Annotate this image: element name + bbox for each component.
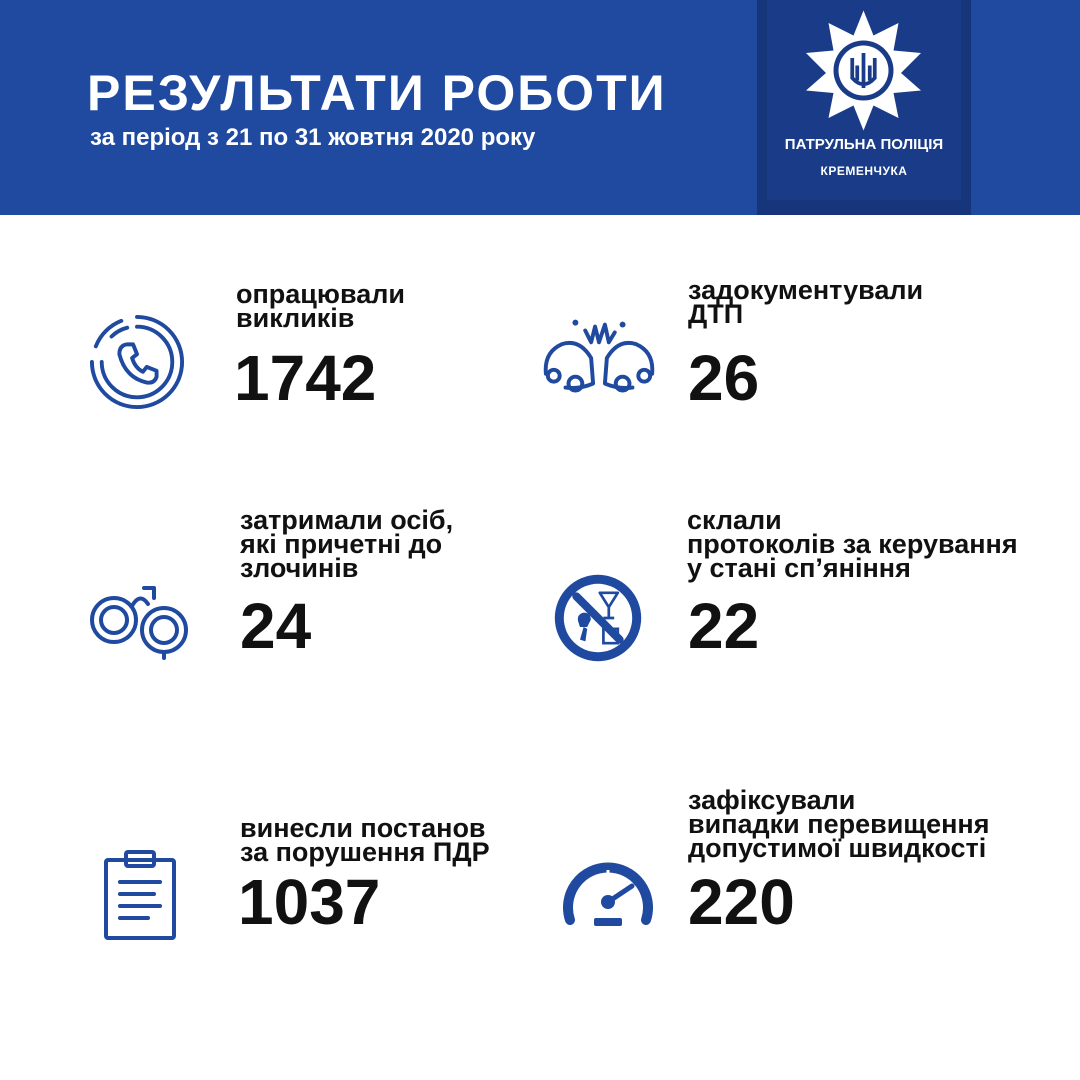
speedometer-icon	[560, 850, 656, 930]
stat-drunk-label-line: протоколів за керування	[687, 529, 1018, 559]
stat-calls-label	[236, 279, 405, 333]
stat-speeding-label-line: випадки перевищення	[688, 809, 990, 839]
stat-violations-value: 1037	[238, 866, 381, 938]
page-title: РЕЗУЛЬТАТИ РОБОТИ	[87, 65, 667, 121]
stat-speeding-label-line: зафіксували	[688, 785, 856, 815]
badge-city: КРЕМЕНЧУКА	[820, 164, 908, 178]
car-crash-icon	[540, 312, 658, 408]
stat-speeding-label-line: допустимої швидкості	[688, 833, 987, 863]
stat-crashes-value: 26	[688, 342, 760, 414]
stat-crashes-label-line: ДТП	[688, 299, 744, 329]
stat-drunk-label-line: у стані сп’яніння	[687, 553, 911, 583]
stat-detained-value: 24	[240, 590, 312, 662]
police-star-emblem-icon	[801, 8, 926, 133]
stat-calls-label-line: викликів	[236, 303, 355, 333]
handcuffs-icon	[88, 580, 192, 660]
stat-drunk-value: 22	[688, 590, 760, 662]
stat-calls-value: 1742	[234, 342, 377, 414]
badge-title: ПАТРУЛЬНА ПОЛІЦІЯ	[784, 136, 944, 153]
stat-detained-label	[240, 505, 454, 583]
stat-violations-label-line: за порушення ПДР	[240, 837, 490, 867]
stat-detained-label-line: затримали осіб,	[240, 505, 454, 535]
phone-call-icon	[88, 313, 186, 411]
stat-drunk-label-line: склали	[687, 505, 782, 535]
no-drunk-driving-icon	[553, 573, 643, 663]
stat-violations-label	[240, 813, 490, 867]
page-subtitle: за період з 21 по 31 жовтня 2020 року	[90, 124, 536, 151]
header-banner	[0, 0, 1080, 215]
stat-detained-label-line: злочинів	[240, 553, 359, 583]
stat-violations-label-line: винесли постанов	[240, 813, 486, 843]
stat-speeding-label	[688, 785, 990, 863]
stat-speeding-value: 220	[688, 866, 795, 938]
stat-calls-label-line: опрацювали	[236, 279, 405, 309]
stat-drunk-label	[687, 505, 1018, 583]
clipboard-icon	[102, 848, 178, 942]
police-badge	[757, 0, 971, 215]
stat-crashes-label	[688, 275, 924, 329]
stat-detained-label-line: які причетні до	[240, 529, 443, 559]
stat-crashes-label-line: задокументували	[688, 275, 924, 305]
